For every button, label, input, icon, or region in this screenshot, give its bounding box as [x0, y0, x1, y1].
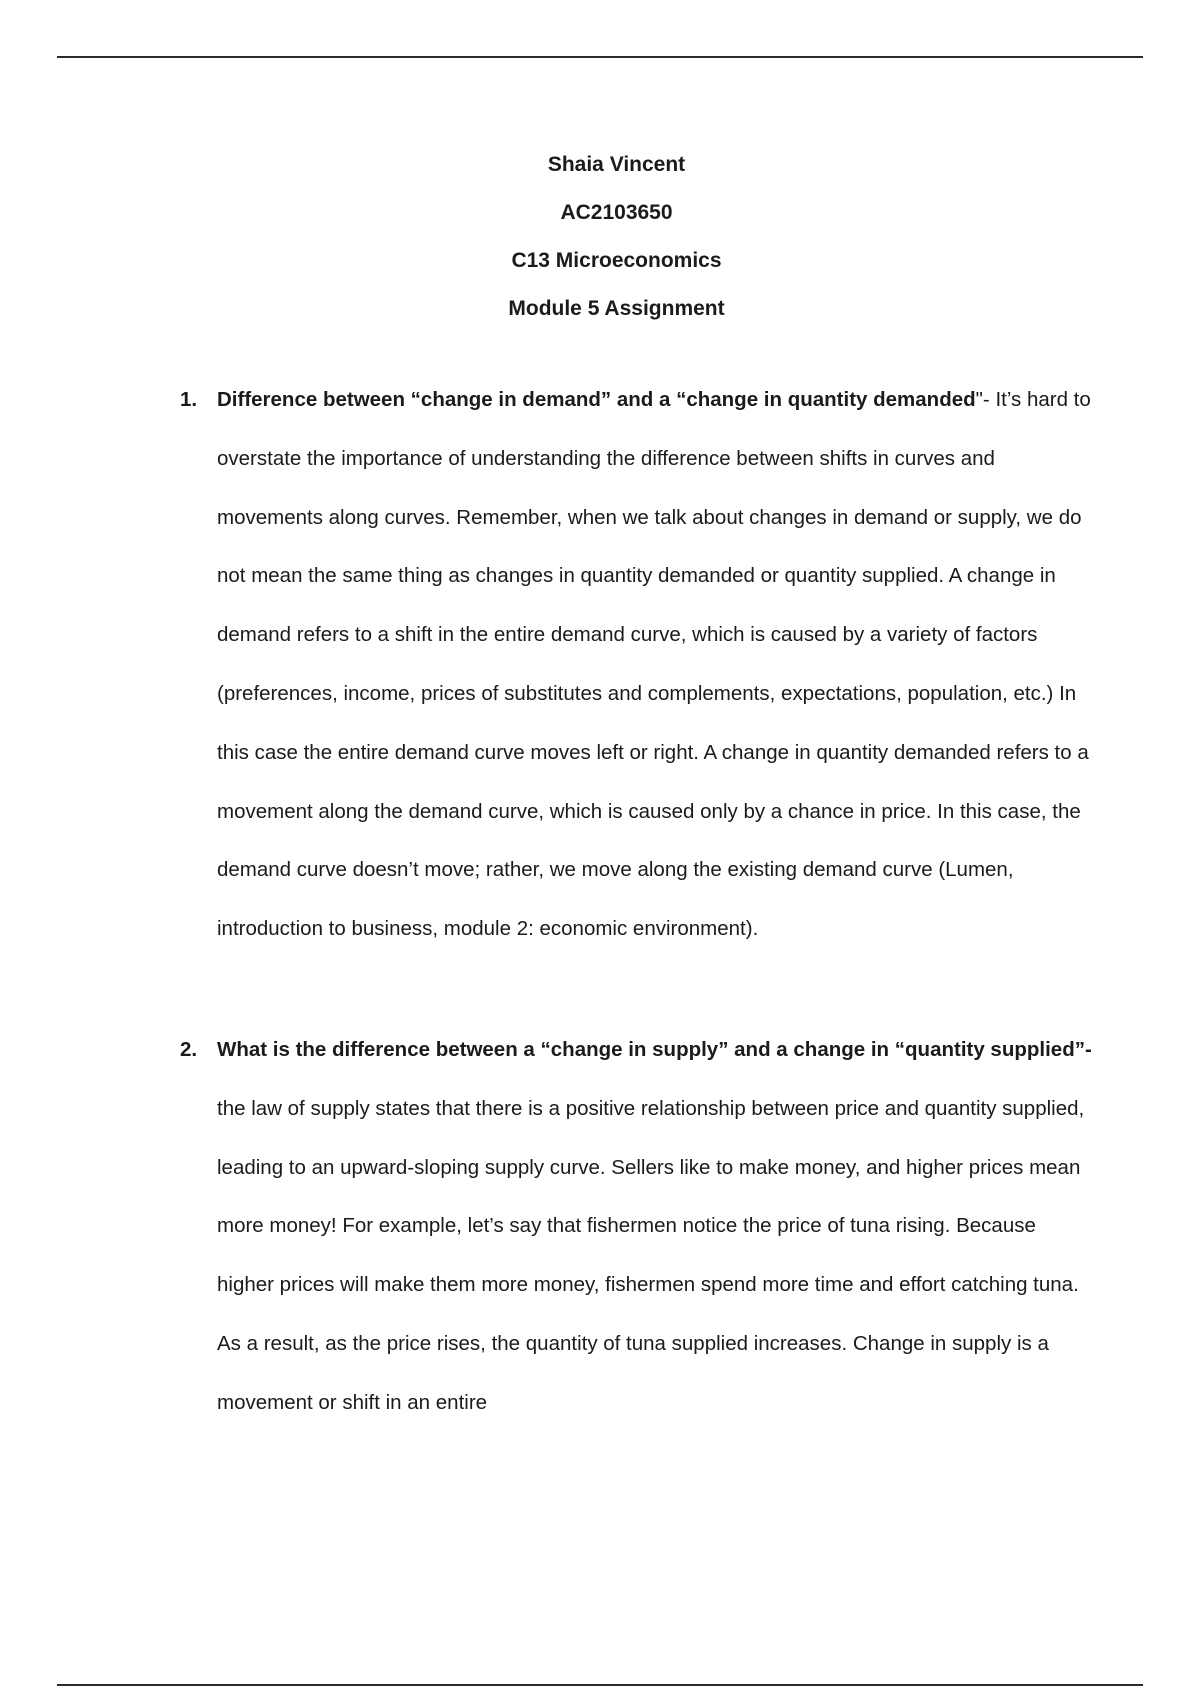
- question-2: [180, 1021, 1098, 1433]
- question-body: [217, 371, 1098, 959]
- document-header: [0, 141, 1200, 333]
- question-number: 1.: [180, 388, 198, 411]
- top-rule: [57, 56, 1143, 58]
- question-answer: "- It’s hard to overstate the importance of understanding the difference between shifts in curves and movements along curves. Remember, when we talk about changes in demand or supply, we do not mean the same thing as changes in quantity demanded or quantity supplied. A change in demand refers to a shift in the entire demand curve, which is caused by a variety of factors (preferences, income, prices of substitutes and complements, expectations, population, etc.) In this case the entire demand curve moves left or right. A change in quantity demanded refers to a movement along the demand curve, which is caused only by a chance in price. In this case, the demand curve doesn’t move; rather, we move along the existing demand curve (Lumen, introduction to business, module 2: economic environment).: [217, 388, 1091, 941]
- question-answer: the law of supply states that there is a positive relationship between price and quantity supplied, leading to an upward-sloping supply curve. Sellers like to make money, and higher prices mean more money! For example, let’s say that fishermen notice the price of tuna rising. Because higher prices will make them more money, fishermen spend more time and effort catching tuna. As a result, as the price rises, the quantity of tuna supplied increases. Change in supply is a movement or shift in an entire: [217, 1096, 1085, 1414]
- question-body: [217, 1021, 1098, 1433]
- student-id: AC2103650: [560, 201, 673, 224]
- question-heading: What is the difference between a “change in supply” and a change in “quantity supplied”-: [217, 1038, 1092, 1061]
- author-name: Shaia Vincent: [547, 153, 686, 176]
- assignment-title: Module 5 Assignment: [508, 297, 725, 320]
- course-title: C13 Microeconomics: [511, 249, 722, 272]
- question-heading: Difference between “change in demand” and a “change in quantity demanded: [217, 388, 976, 411]
- question-number: 2.: [180, 1038, 198, 1061]
- bottom-rule: [57, 1684, 1143, 1686]
- question-1: [180, 371, 1098, 959]
